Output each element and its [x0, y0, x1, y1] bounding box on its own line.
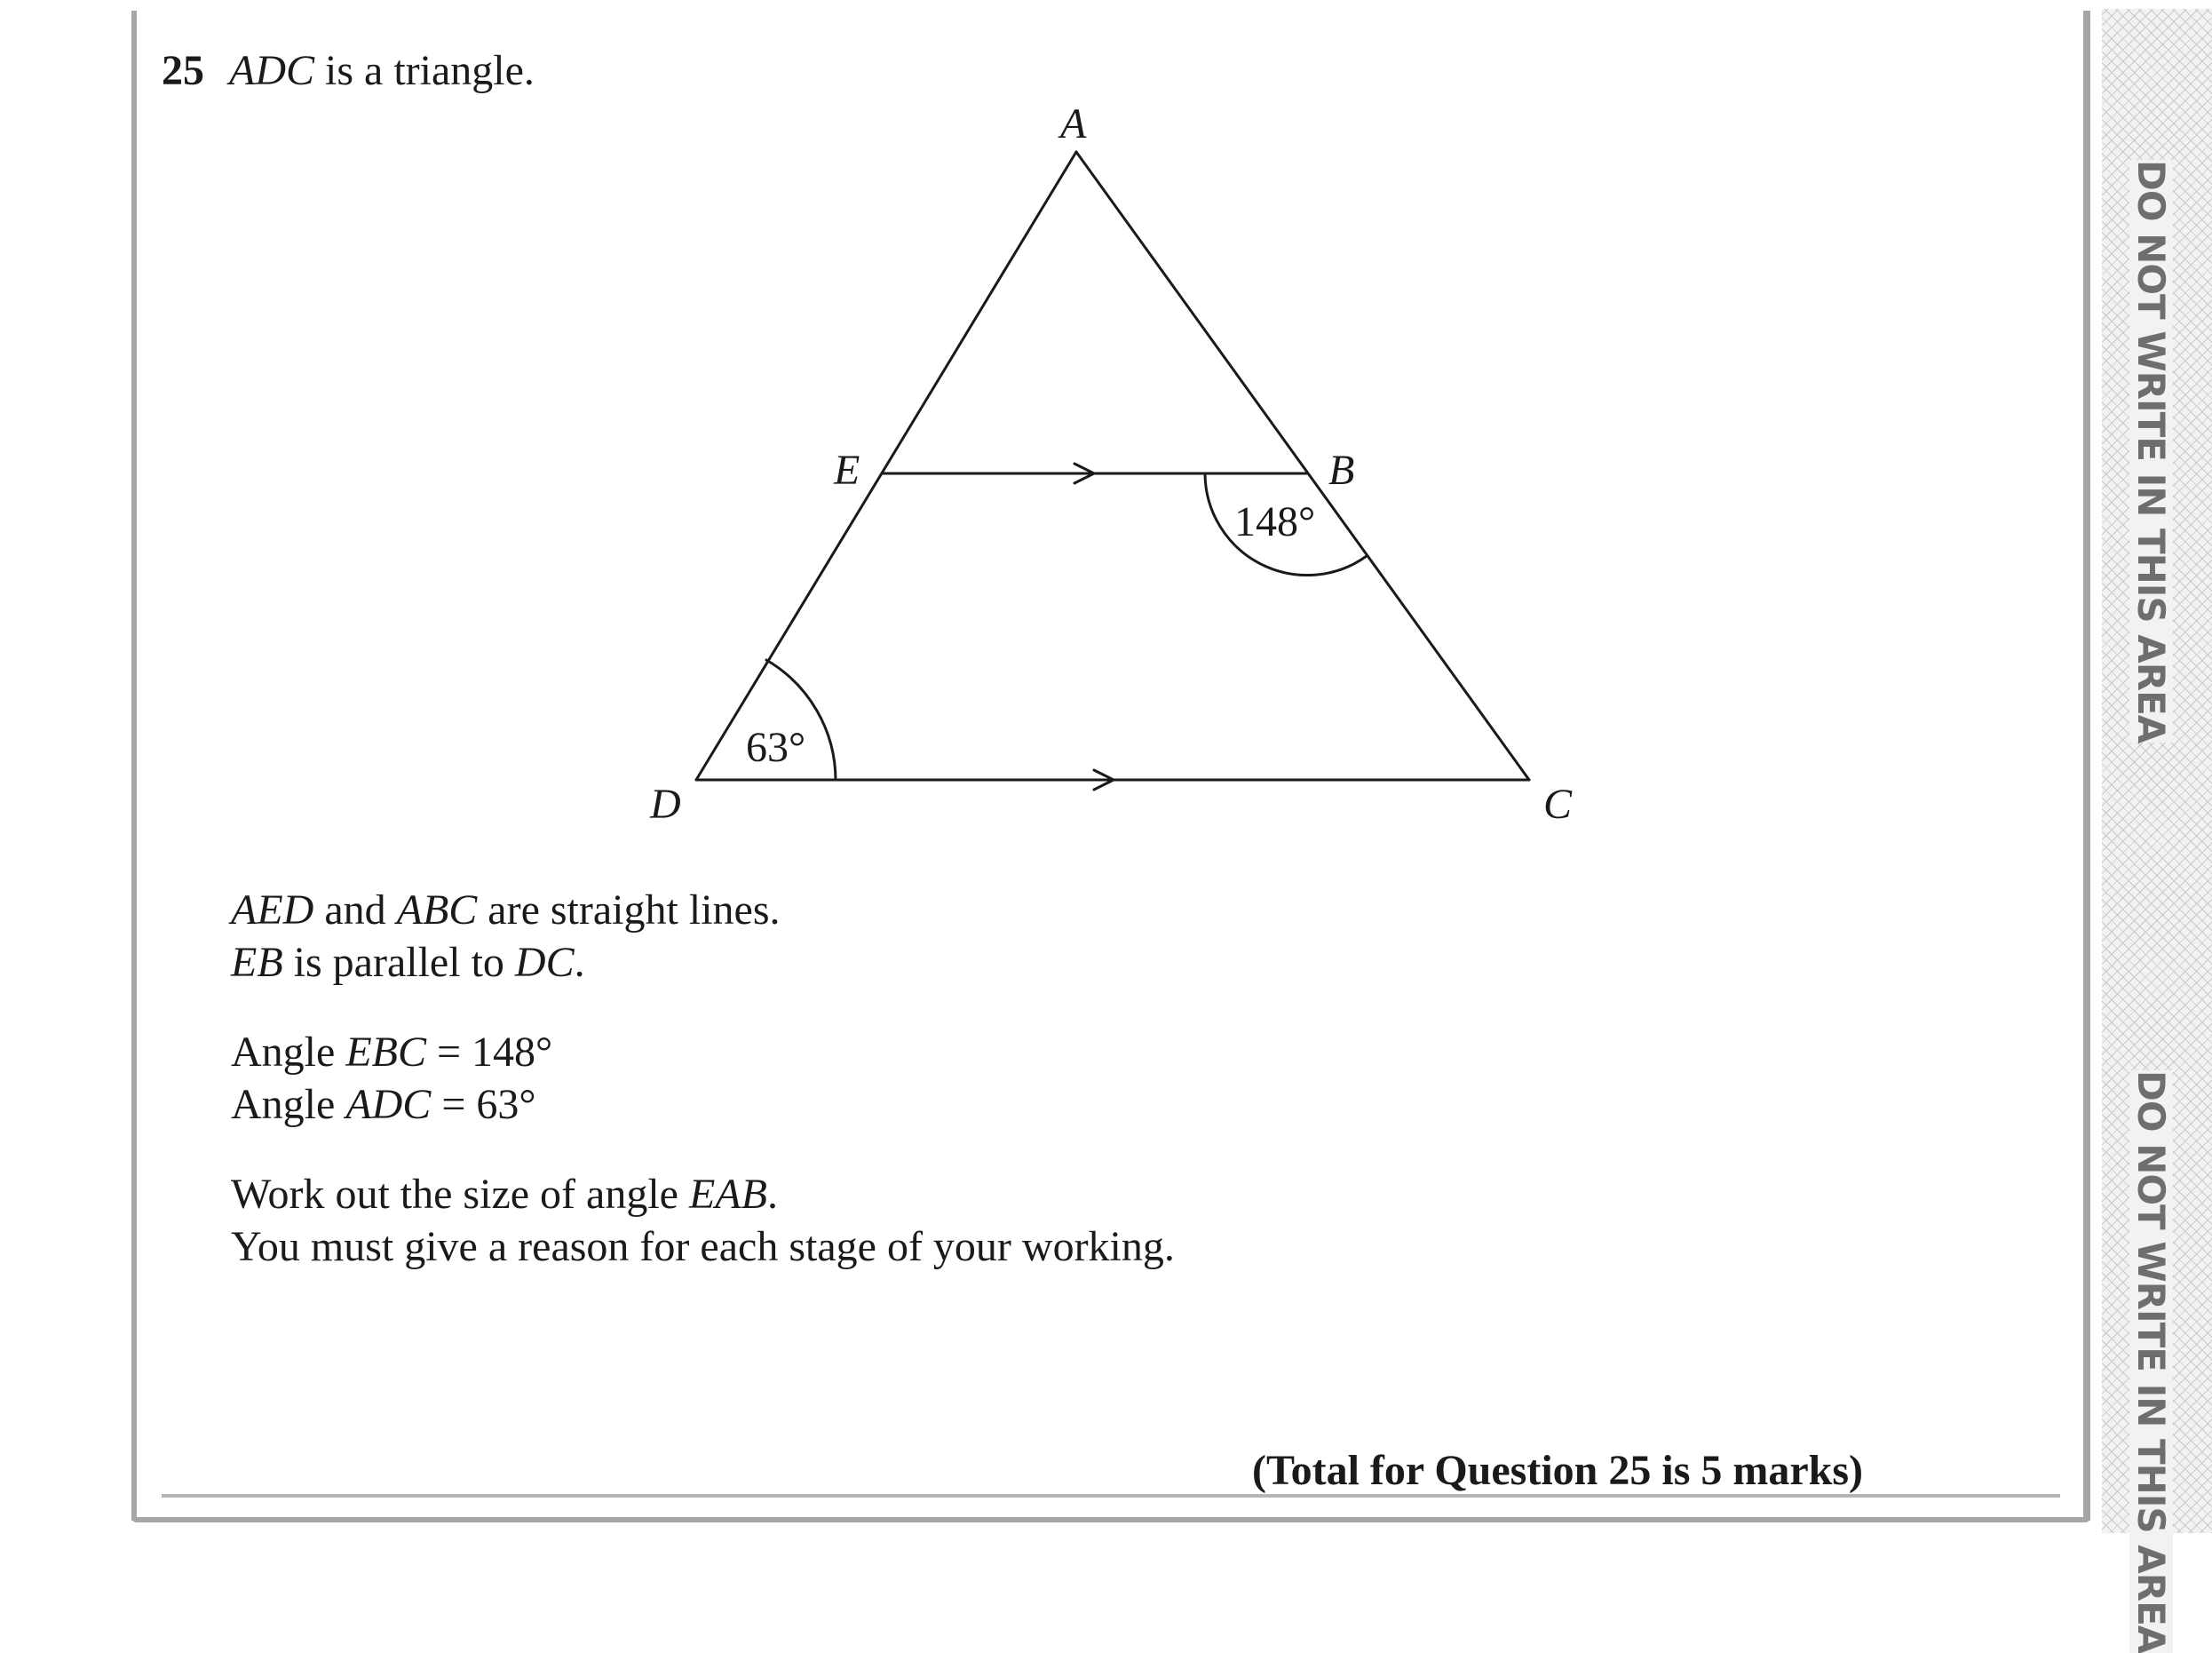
- statement-straight-lines: AED and ABC are straight lines.: [231, 886, 781, 934]
- margin-warning-upper: DO NOT WRITE IN THIS AREA: [2129, 160, 2173, 743]
- point-label-d: D: [650, 781, 681, 828]
- margin-warning-lower: DO NOT WRITE IN THIS AREA: [2129, 1070, 2173, 1653]
- point-label-b: B: [1328, 447, 1355, 494]
- point-label-e: E: [834, 447, 860, 494]
- statement-reason: You must give a reason for each stage of your working.: [231, 1223, 1175, 1270]
- side-ad: [696, 152, 1076, 780]
- statement-task: Work out the size of angle EAB.: [231, 1171, 778, 1218]
- given-angles: [231, 1026, 552, 1131]
- statement-parallel: EB is parallel to DC.: [231, 939, 585, 986]
- intro-text: is a triangle.: [314, 47, 535, 94]
- triangle-name: ADC: [229, 47, 314, 94]
- task-instructions: [231, 1168, 1175, 1273]
- angle-label-ebc: 148°: [1234, 498, 1316, 545]
- statement-angle-adc: Angle ADC = 63°: [231, 1081, 536, 1128]
- side-ac: [1076, 152, 1529, 780]
- point-label-c: C: [1543, 781, 1573, 828]
- total-marks: (Total for Question 25 is 5 marks): [1252, 1447, 1864, 1494]
- point-label-a: A: [1060, 100, 1087, 147]
- angle-label-adc: 63°: [746, 724, 806, 771]
- given-facts: [231, 884, 781, 989]
- question-number: 25: [162, 47, 204, 94]
- statement-angle-ebc: Angle EBC = 148°: [231, 1029, 553, 1076]
